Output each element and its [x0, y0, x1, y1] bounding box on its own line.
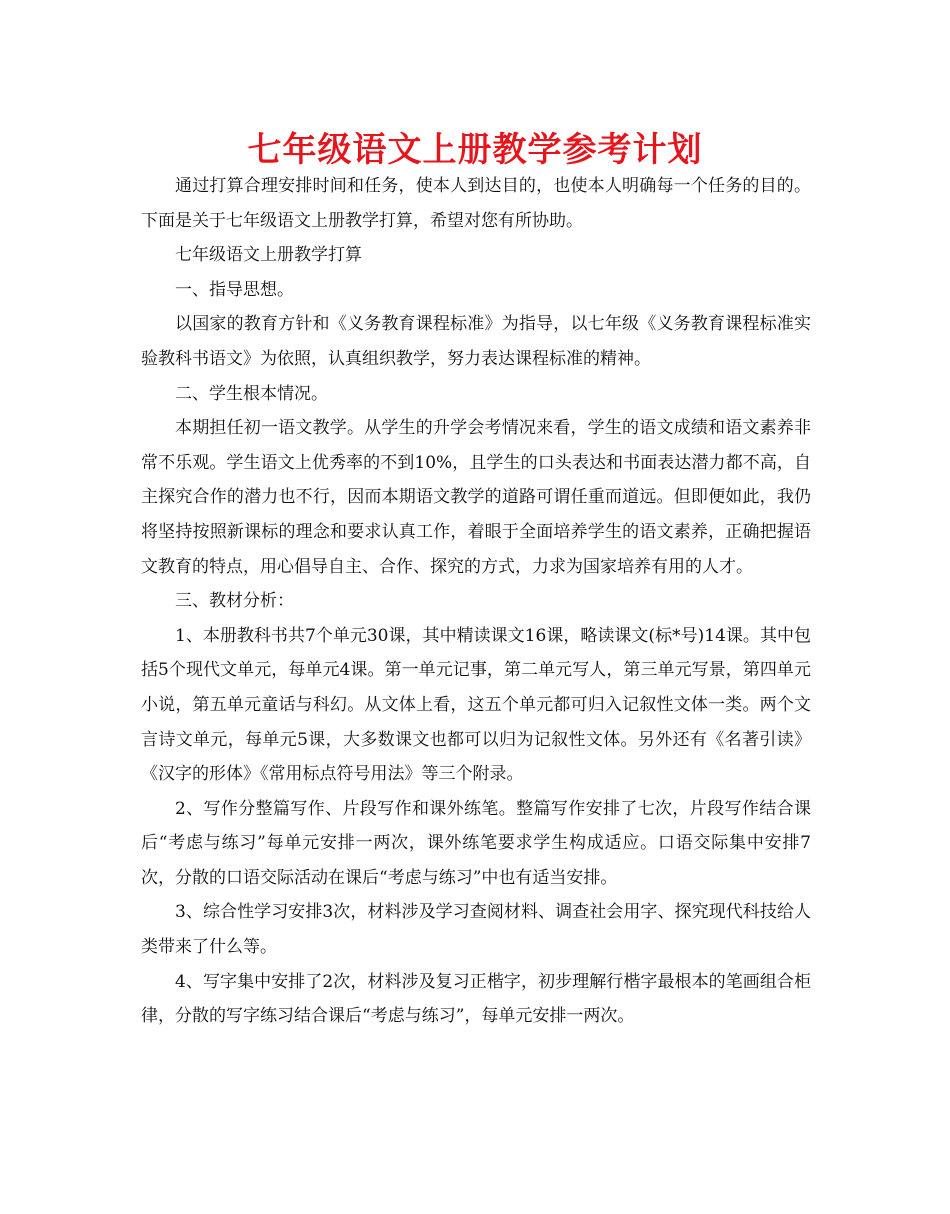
section-heading-textbook-analysis: 三、教材分析： — [175, 591, 294, 612]
document-title: 七年级语文上册教学参考计划 — [247, 130, 703, 170]
paragraph-intro: 通过打算合理安排时间和任务，使本人到达目的，也使本人明确每一个任务的目的。下面是关于七年级语文上册教学打算，希望对您有所协助。 — [141, 176, 811, 231]
document-body — [141, 169, 811, 1034]
section-heading-guiding-thought: 一、指导思想。 — [175, 279, 294, 300]
paragraph-guiding-thought: 以国家的教育方针和《义务教育课程标准》为指导，以七年级《义务教育课程标准实验教科书语文》为依照，认真组织教学，努力表达课程标准的精神。 — [141, 314, 811, 369]
section-heading-student-situation: 二、学生根本情况。 — [175, 383, 328, 404]
paragraph-textbook-item-1: 1、本册教科书共7个单元30课，其中精读课文16课，略读课文(标*号)14课。其中包括5个现代文单元，每单元4课。第一单元记事，第二单元写人，第三单元写景，第四单元小说，第五单元童话与科幻。从文体上看，这五个单元都可归入记叙性文体一类。两个文言诗文单元，每单元5课，大多数课文也都可以归为记叙性文体。另外还有《名著引读》《汉字的形体》《常用标点符号用法》等三个附录。 — [141, 625, 811, 785]
paragraph-textbook-item-2: 2、写作分整篇写作、片段写作和课外练笔。整篇写作安排了七次，片段写作结合课后“考虑与练习”每单元安排一两次，课外练笔要求学生构成适应。口语交际集中安排7次，分散的口语交际活动在课后“考虑与练习”中也有适当安排。 — [141, 798, 811, 888]
paragraph-textbook-item-4: 4、写字集中安排了2次，材料涉及复习正楷字，初步理解行楷字最根本的笔画组合柜律，分散的写字练习结合课后“考虑与练习”，每单元安排一两次。 — [141, 971, 811, 1027]
paragraph-student-situation: 本期担任初一语文教学。从学生的升学会考情况来看，学生的语文成绩和语文素养非常不乐观。学生语文上优秀率的不到10%，且学生的口头表达和书面表达潜力都不高，自主探究合作的潜力也不行，因而本期语文教学的道路可谓任重而道远。但即便如此，我仍将坚持按照新课标的理念和要求认真工作，着眼于全面培养学生的语文素养，正确把握语文教育的特点，用心倡导自主、合作、探究的方式，力求为国家培养有用的人才。 — [141, 418, 811, 577]
paragraph-subtitle: 七年级语文上册教学打算 — [175, 245, 362, 266]
paragraph-textbook-item-3: 3、综合性学习安排3次，材料涉及学习查阅材料、调查社会用字、探究现代科技给人类带来了什么等。 — [141, 902, 811, 958]
